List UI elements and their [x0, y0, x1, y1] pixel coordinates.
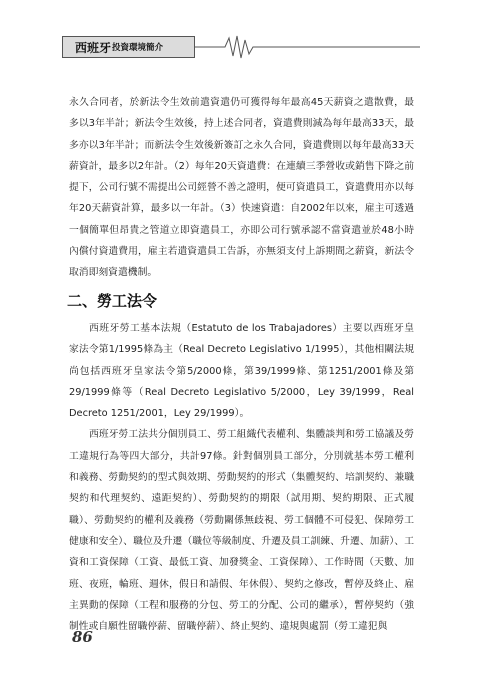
- paragraph: 永久合同者，於新法令生效前遣資遣仍可獲得每年最高45天薪資之遣散費，最多以3年半計；新法令生效後，持上述合同者，資遣費則減為每年最高33天，最多亦以3年半計；而新法令生效後新簽訂之永久合同，資遣費則以每年最高33天薪資計，最多以2年計。（2）每年20天資遣費：在連續三季營收或銷售下降之前提下，公司行號不需提出公司經營不善之證明，便可資遣員工，資遣費用亦以每年20天薪資計算，最多以一年計。（3）快速資遣：自2002年以來，雇主可透過一個簡單但昂貴之管道立即資遣員工，亦即公司行號承認不當資遣並於48小時內償付資遣費用，雇主若遣資遣員工告訴，亦無須支付上訴期間之薪資，新法令取消即刻資遣機制。: [69, 97, 414, 279]
- header-subtitle: 投資環境簡介: [112, 43, 164, 53]
- section-heading: 二、勞工法令: [67, 292, 158, 310]
- paragraph: 西班牙勞工法共分個別員工、勞工組織代表權利、集體談判和勞工協議及勞工違規行為等四大部分，共計97條。針對個別員工部分，分別就基本勞工權利和義務、勞動契約的型式與效期、勞動契約的形式（集體契約、培訓契約、兼職契約和代理契約、遠距契約）、勞動契約的期限（試用期、契約期限、正式履職）、勞動契約的權利及義務（勞動關係無歧視、勞工個體不可侵犯、保障勞工健康和安全）、職位及升遷（職位等級制度、升遷及員工訓練、升遷、加薪）、工資和工資保障（工資、最低工資、加發獎金、工資保障）、工作時間（天數、加班、夜班，輪班、週休，假日和請假、年休假）、契約之修改，暫停及終止、雇主異動的保障（工程和服務的分包、勞工的分配、公司的繼承），暫停契約（強制性或自願性留職停薪、留職停薪）、終止契約、違規與處罰（勞工違犯與: [69, 429, 414, 633]
- section-text-block: [69, 318, 414, 637]
- intro-text-block: [69, 92, 414, 284]
- paragraph: 西班牙勞工基本法規（Estatuto de los Trabajadores）主要以西班牙皇家法令第1/1995條為主（Real Decreto Legislativo 1/1995），其他相關法規尚包括西班牙皇家法令第5/2000條，第39/1999條、第1251/2001條及第29/1999條等（Real Decreto Legislativo 5/2000，Ley 39/1999，Real Decreto 1251/2001，Ley 29/1999）。: [69, 323, 414, 420]
- header-title-box: [62, 36, 195, 58]
- heartbeat-line-decoration: [195, 32, 420, 62]
- header-title: 西班牙: [75, 40, 112, 55]
- page-number: 86: [72, 628, 93, 646]
